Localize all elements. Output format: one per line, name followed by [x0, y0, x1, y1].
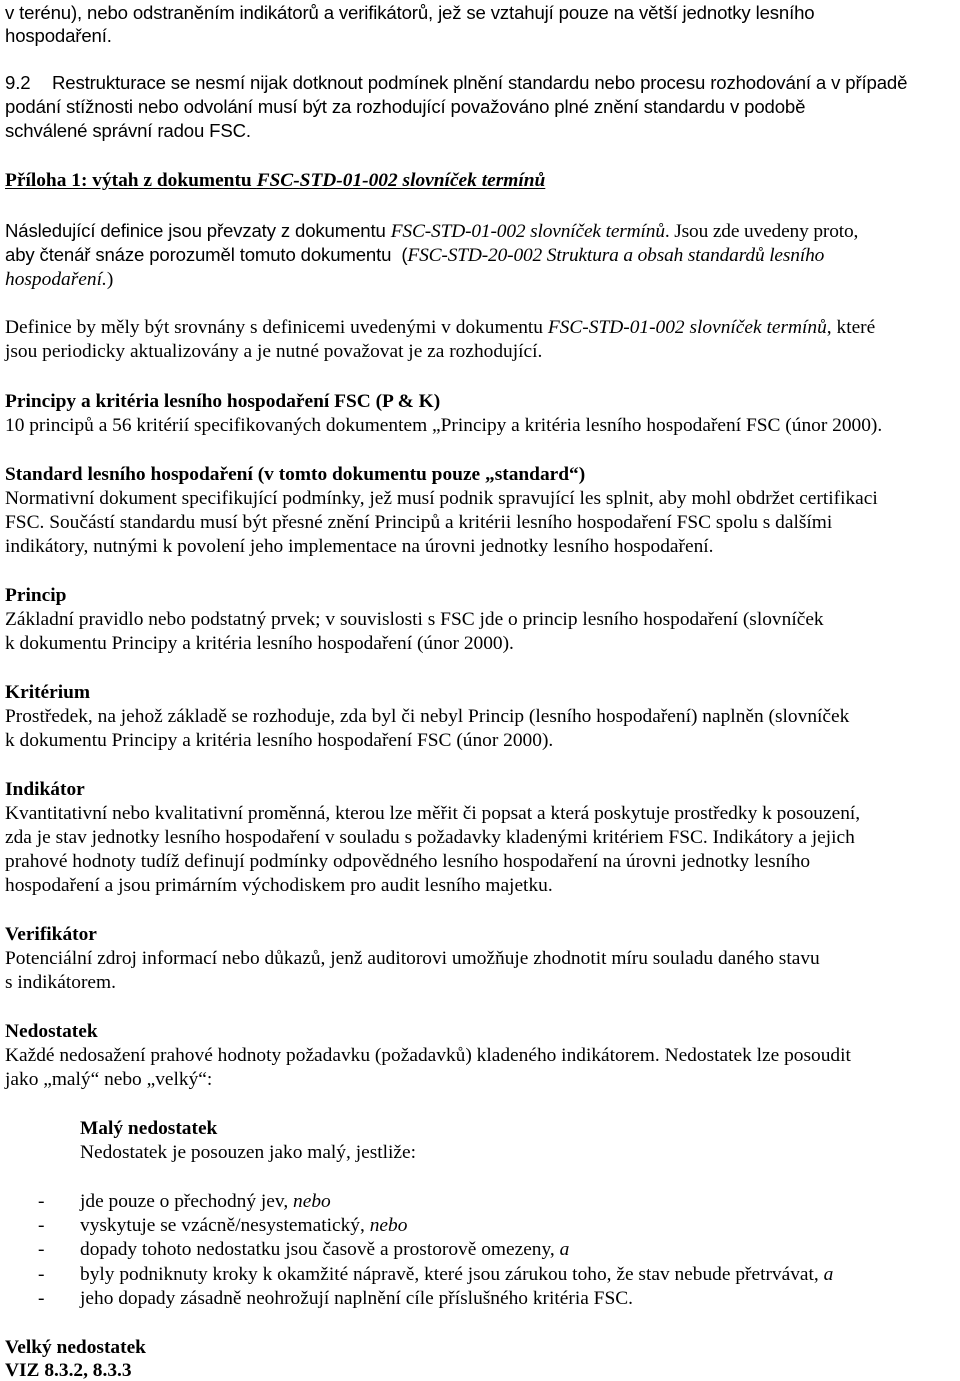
continuation-line: v terénu), nebo odstraněním indikátorů a verifikátorů, jež se vztahují pouze na větší jednotky lesního [5, 2, 815, 23]
term-title: Indikátor [5, 779, 85, 800]
list-dash: - [38, 1239, 45, 1260]
intro-line: Definice by měly být srovnány s definicemi uvedenými v dokumentu FSC-STD-01-002 slovníček termínů, které [5, 317, 876, 338]
list-item: byly podniknuty kroky k okamžité nápravě, které jsou zárukou toho, že stav nebude přetrvávat, a [80, 1264, 834, 1285]
term-definition: Základní pravidlo nebo podstatný prvek; v souvislosti s FSC jde o princip lesního hospodaření (slovníček [5, 609, 824, 630]
major-title: Velký nedostatek [5, 1337, 146, 1358]
minor-title: Malý nedostatek [80, 1118, 218, 1139]
clause-9-2-line: podání stížnosti nebo odvolání musí být za rozhodující považováno plné znění standardu v podobě [5, 96, 806, 117]
term-definition: hospodaření a jsou primárním východiskem pro audit lesního majetku. [5, 875, 553, 896]
term-definition: Kvantitativní nebo kvalitativní proměnná, kterou lze měřit či popsat a která poskytuje prostředky k posouzení, [5, 803, 861, 824]
continuation-line: hospodaření. [5, 25, 112, 46]
term-definition: 10 principů a 56 kritérií specifikovaných dokumentem „Principy a kritéria lesního hospodaření FSC (únor 2000). [5, 415, 883, 436]
term-title: Kritérium [5, 682, 91, 703]
term-definition: s indikátorem. [5, 972, 116, 993]
clause-number: 9.2 [5, 72, 31, 93]
list-item: dopady tohoto nedostatku jsou časově a prostorově omezeny, a [80, 1239, 570, 1260]
term-definition: Prostředek, na jehož základě se rozhoduje, zda byl či nebyl Princip (lesního hospodaření) naplněn (slovníček [5, 706, 850, 727]
term-definition: indikátory, nutnými k povolení jeho implementace na úrovni jednotky lesního hospodaření. [5, 536, 714, 557]
clause-9-2-line: schválené správní radou FSC. [5, 120, 251, 141]
term-definition: FSC. Součástí standardu musí být přesné znění Principů a kritérii lesního hospodaření FSC spolu s dalšími [5, 512, 833, 533]
intro-line: hospodaření.) [5, 269, 114, 290]
list-dash: - [38, 1264, 45, 1285]
clause-9-2-line: 9.2 Restrukturace se nesmí nijak dotknout podmínek plnění standardu nebo procesu rozhodování a v případě [5, 72, 908, 93]
intro-line: aby čtenář snáze porozuměl tomuto dokumentu (FSC-STD-20-002 Struktura a obsah standardů lesního [5, 244, 825, 266]
minor-intro: Nedostatek je posouzen jako malý, jestliže: [80, 1142, 417, 1163]
term-definition: k dokumentu Principy a kritéria lesního hospodaření FSC (únor 2000). [5, 730, 554, 751]
intro-line: Následující definice jsou převzaty z dokumentu FSC-STD-01-002 slovníček termínů. Jsou zde uvedeny proto, [5, 220, 859, 242]
list-item: jeho dopady zásadně neohrožují naplnění cíle příslušného kritéria FSC. [80, 1288, 634, 1309]
term-title: Princip [5, 585, 67, 606]
term-definition: prahové hodnoty tudíž definují podmínky odpovědného lesního hospodaření na úrovni jednotky lesního [5, 851, 811, 872]
term-definition: jako „malý“ nebo „velký“: [5, 1069, 213, 1090]
term-title: Nedostatek [5, 1021, 98, 1042]
term-definition: Potenciální zdroj informací nebo důkazů, jenž auditorovi umožňuje zhodnotit míru souladu daného stavu [5, 948, 820, 969]
term-definition: k dokumentu Principy a kritéria lesního hospodaření (únor 2000). [5, 633, 514, 654]
term-definition: Normativní dokument specifikující podmínky, jež musí podnik spravující les splnit, aby mohl obdržet certifikaci [5, 488, 878, 509]
term-definition: zda je stav jednotky lesního hospodaření v souladu s požadavky kladenými kritériem FSC. Indikátory a jejich [5, 827, 855, 848]
term-title: Verifikátor [5, 924, 97, 945]
list-dash: - [38, 1191, 45, 1212]
term-title: Standard lesního hospodaření (v tomto dokumentu pouze „standard“) [5, 464, 586, 485]
list-dash: - [38, 1215, 45, 1236]
term-definition: Každé nedosažení prahové hodnoty požadavku (požadavků) kladeného indikátorem. Nedostatek lze posoudit [5, 1045, 851, 1066]
intro-line: jsou periodicky aktualizovány a je nutné považovat je za rozhodující. [5, 341, 543, 362]
list-dash: - [38, 1288, 45, 1309]
term-title: Principy a kritéria lesního hospodaření FSC (P & K) [5, 391, 441, 412]
list-item: vyskytuje se vzácně/nesystematický, nebo [80, 1215, 408, 1236]
major-reference: VIZ 8.3.2, 8.3.3 [5, 1360, 132, 1381]
list-item: jde pouze o přechodný jev, nebo [80, 1191, 331, 1212]
annex-heading: Příloha 1: výtah z dokumentu FSC-STD-01-002 slovníček termínů [5, 170, 546, 191]
